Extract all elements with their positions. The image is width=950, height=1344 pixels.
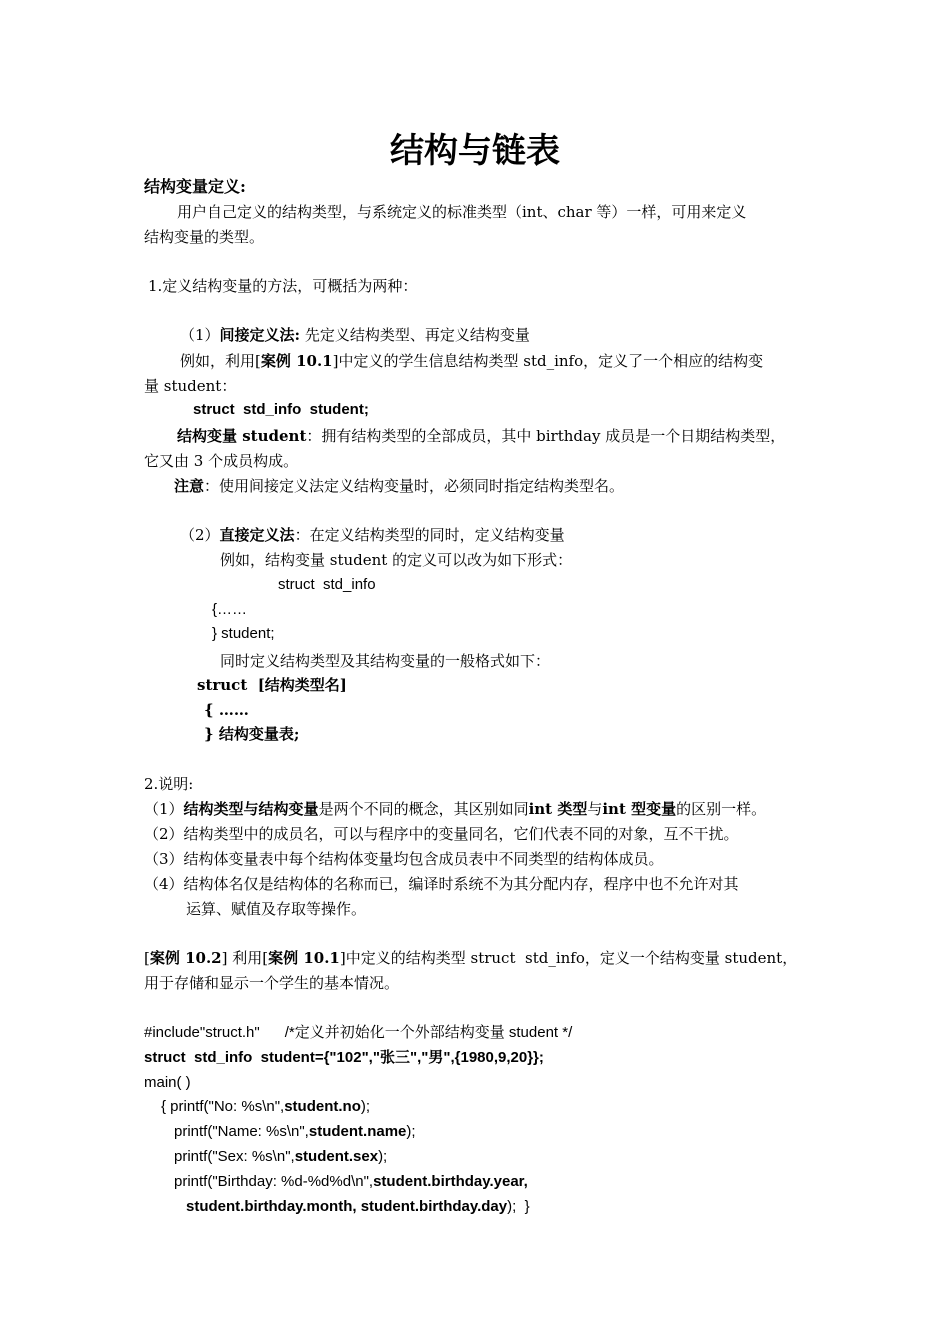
code-include: #include"struct.h" /*定义并初始化一个外部结构变量 student */ xyxy=(144,1024,573,1041)
code-printf-birthday: printf("Birthday: %d-%d%d\n",student.birthday.year, xyxy=(174,1173,528,1190)
note-item-4: （4）结构体名仅是结构体的名称而已，编译时系统不为其分配内存，程序中也不允许对其 xyxy=(144,875,739,893)
note-item-4-cont: 运算、赋值及存取等操作。 xyxy=(186,900,367,918)
page-title: 结构与链表 xyxy=(390,131,560,171)
note-line: 注意：使用间接定义法定义结构变量时，必须同时指定结构类型名。 xyxy=(174,477,625,495)
indirect-example-line-2: 量 student： xyxy=(144,377,237,395)
format-code-1: struct [结构类型名] xyxy=(197,676,347,694)
direct-example-line: 例如，结构变量 student 的定义可以改为如下形式： xyxy=(220,551,573,569)
format-code-3: } 结构变量表; xyxy=(204,725,300,743)
note-item-1: （1）结构类型与结构变量是两个不同的概念，其区别如同int 类型与int 型变量的区别一样。 xyxy=(144,800,767,818)
struct-var-line-2: 它又由 3 个成员构成。 xyxy=(144,452,299,470)
format-code-2: { …… xyxy=(204,701,249,719)
section1-heading: 1.定义结构变量的方法，可概括为两种： xyxy=(148,277,418,295)
case-line-1: [案例 10.2] 利用[案例 10.1]中定义的结构类型 struct std_info，定义一个结构变量 student， xyxy=(144,949,798,967)
note-item-2: （2）结构类型中的成员名，可以与程序中的变量同名，它们代表不同的对象，互不干扰。 xyxy=(144,825,739,843)
direct-method-line: （2）直接定义法：在定义结构类型的同时，定义结构变量 xyxy=(180,526,565,544)
section2-heading: 2.说明: xyxy=(144,775,194,793)
struct-var-line: 结构变量 student：拥有结构类型的全部成员，其中 birthday 成员是一个日期结构类型， xyxy=(177,427,786,445)
code-struct-decl: struct std_info student={"102","张三","男",{1980,9,20}}; xyxy=(144,1049,544,1066)
indirect-example-line: 例如，利用[案例 10.1]中定义的学生信息结构类型 std_info，定义了一个相应的结构变 xyxy=(180,352,764,370)
intro-line-2: 结构变量的类型。 xyxy=(144,228,265,246)
case-line-2: 用于存储和显示一个学生的基本情况。 xyxy=(144,974,400,992)
code-printf-name: printf("Name: %s\n",student.name); xyxy=(174,1123,416,1140)
indirect-method-line: （1）间接定义法: 先定义结构类型、再定义结构变量 xyxy=(180,326,530,344)
direct-code-2: {…… xyxy=(212,601,248,618)
direct-code-1: struct std_info xyxy=(278,576,376,593)
note-item-3: （3）结构体变量表中每个结构体变量均包含成员表中不同类型的结构体成员。 xyxy=(144,850,664,868)
code-printf-sex: printf("Sex: %s\n",student.sex); xyxy=(174,1148,388,1165)
section-heading: 结构变量定义: xyxy=(144,177,246,196)
direct-code-3: } student; xyxy=(212,625,275,642)
indirect-code: struct std_info student; xyxy=(193,401,369,418)
code-printf-no: { printf("No: %s\n",student.no); xyxy=(161,1098,371,1115)
intro-line-1: 用户自己定义的结构类型，与系统定义的标准类型（int、char 等）一样，可用来定义 xyxy=(177,203,747,221)
code-main: main( ) xyxy=(144,1074,191,1091)
code-printf-birthday-cont: student.birthday.month, student.birthday.day); } xyxy=(186,1198,530,1215)
general-format-line: 同时定义结构类型及其结构变量的一般格式如下： xyxy=(220,652,551,670)
